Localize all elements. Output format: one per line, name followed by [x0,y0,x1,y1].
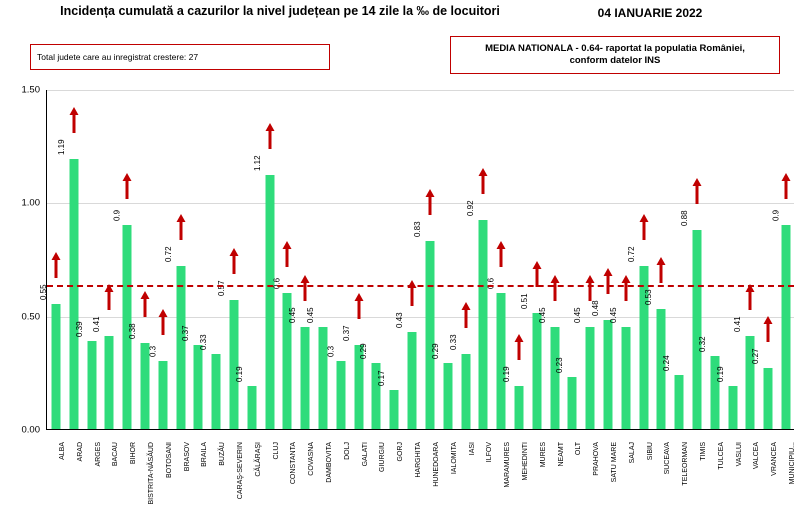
x-axis-tick-label: BRAILA [201,442,209,467]
bar-slot [680,89,706,429]
bar[interactable] [728,386,737,429]
x-axis-tick-label: VALCEA [753,442,761,470]
bar-value-label: 1.12 [252,155,262,172]
bar-value-label: 0.6 [272,277,282,289]
bar[interactable] [568,377,577,429]
x-axis-tick-label: BOTOSANI [165,442,173,479]
bar[interactable] [764,368,773,429]
bar-slot [591,89,617,429]
plot-region [39,90,797,505]
bar-value-label: 0.19 [234,366,244,382]
increase-arrow-icon [532,261,541,287]
bar-value-label: 0.19 [715,366,725,382]
bar[interactable] [176,266,185,429]
bar-slot [751,89,777,429]
bar-value-label: 0.19 [502,366,512,382]
bar-slot [771,89,795,429]
x-axis-tick-label: MURES [539,442,547,468]
bar-slot [341,89,368,429]
bar-slot [573,89,599,429]
bar[interactable] [443,363,452,429]
bar-value-label: 0.43 [395,311,405,328]
bar-value-label: 0.6 [486,277,496,289]
x-axis-tick-label: MARAMURES [504,442,512,488]
x-axis-tick-label: SATU MARE [611,442,618,483]
bar-slot [626,89,653,429]
bar[interactable] [87,341,96,429]
increase-arrow-icon [693,178,702,204]
bar-value-label: 0.33 [448,334,458,351]
increase-arrow-icon [497,241,506,267]
increase-arrow-icon [425,189,434,215]
x-axis-tick-label: GORJ [397,442,405,462]
national-average-line [47,285,794,287]
bar[interactable] [693,230,702,429]
x-axis-tick-label: TIMIS [700,442,708,461]
bar-slot [112,89,136,429]
bar[interactable] [265,175,274,429]
bar-value-label: 0.37 [181,325,191,342]
bar-slot [395,89,421,429]
bar-slot [128,89,154,429]
bar-value-label: 0.38 [128,323,138,339]
bar-value-label: 0.29 [359,343,369,360]
increase-arrow-icon [621,275,630,301]
x-axis-tick-label: ALBA [58,442,66,460]
bar[interactable] [621,327,630,429]
increase-arrow-icon [639,214,648,240]
increase-arrow-icon [176,214,185,240]
increase-arrow-icon [51,252,60,278]
bar-value-label: 0.33 [199,334,209,351]
bar[interactable] [158,361,167,429]
report-date: 04 IANUARIE 2022 [597,6,703,20]
x-axis-tick-label: BISTRITA-NĂSĂUD [147,442,155,505]
increase-arrow-icon [265,123,274,149]
increase-arrow-icon [603,268,612,294]
bar-slot [252,89,279,429]
increase-arrow-icon [550,275,559,301]
bar-value-label: 0.45 [573,307,583,323]
x-axis-tick-label: MUNICIPIU... [789,442,797,485]
x-axis-tick-label: MEHEDINTI [521,442,529,481]
bar-value-label: 0.72 [163,246,173,262]
y-axis-tick-label: 1.50 [21,84,40,96]
bar-slot [288,89,314,429]
x-axis-tick-label: BACAU [112,442,120,467]
bar-value-label: 0.53 [644,289,654,305]
bar-value-label: 0.27 [751,348,761,364]
x-axis-tick-label: CLUJ [272,442,280,460]
x-axis-tick-label: IASI [468,442,476,456]
x-axis-tick-label: OLT [575,442,583,456]
bar-value-label: 0.72 [626,246,636,262]
bar-value-label: 0.3 [326,345,336,357]
x-axis-tick-label: BRASOV [183,442,191,472]
bar-slot [272,89,297,429]
bar-slot [715,89,742,429]
x-axis-tick-label: COVASNA [308,442,316,476]
bar-slot [644,89,671,429]
bar[interactable] [390,390,399,429]
bar-slot [733,89,760,429]
bar-value-label: 0.88 [680,209,690,226]
increase-arrow-icon [461,302,470,328]
bar[interactable] [425,241,434,429]
x-axis-tick-label: GIURGIU [379,442,387,472]
bar[interactable] [51,304,60,429]
increase-arrow-icon [354,293,363,319]
x-axis-tick-label: ARGES [94,442,102,467]
bar[interactable] [461,354,470,429]
bar[interactable] [319,327,328,429]
x-axis-tick-label: BIHOR [130,442,138,465]
bar-slot [555,89,581,429]
bar-value-label: 0.57 [217,280,227,296]
page-title: Incidența cumulată a cazurilor la nivel județean pe 14 zile la ‰ de locuitori [60,4,500,18]
bar-slot [377,89,403,429]
national-average-line2: conform datelor INS [569,55,661,66]
increase-arrow-icon [229,248,238,274]
bar-slot [306,89,332,429]
x-axis-tick-label: BUZĂU [219,442,227,466]
x-axis-tick-label: SUCEAVA [664,442,672,475]
bar-slot [502,89,528,429]
increase-arrow-icon [408,280,417,306]
increase-arrow-icon [514,334,523,360]
increase-arrow-icon [301,275,310,301]
bar-value-label: 0.9 [771,209,781,221]
x-axis-tick-label: TELEORMAN [682,442,690,486]
bar-value-label: 0.92 [466,200,476,217]
bar[interactable] [194,345,203,429]
bar-value-label: 1.19 [56,139,66,156]
bar-slot [56,89,83,429]
bar-slot [92,89,118,429]
bar[interactable] [514,386,523,429]
bar-slot [163,89,190,429]
bar[interactable] [603,320,612,429]
bar-slot [519,89,546,429]
bar-value-label: 0.3 [148,345,158,357]
growth-count-box [30,44,330,70]
increase-arrow-icon [479,168,488,194]
bar-value-label: 0.39 [74,321,84,337]
chart-area [0,82,800,505]
x-axis-tick-label: SALAJ [628,442,636,464]
increase-arrow-icon [746,284,755,310]
bar-value-label: 0.9 [112,209,122,221]
x-axis-tick-label: VRANCEA [771,442,779,476]
bar[interactable] [212,354,221,429]
bar-slot [74,89,101,429]
national-average-box [450,36,780,74]
increase-arrow-icon [140,291,149,317]
bar-slot [448,89,475,429]
x-axis-tick-label: ARAD [76,442,84,462]
bar[interactable] [497,293,506,429]
x-axis-tick-label: CĂLĂRAŞI [254,442,262,477]
bar-value-label: 0.45 [537,307,547,323]
increase-arrow-icon [158,309,167,335]
bar[interactable] [336,361,345,429]
x-axis-tick-label: DOLJ [343,442,351,460]
increase-arrow-icon [657,257,666,283]
bar[interactable] [550,327,559,429]
x-axis-tick-label: VASLUI [735,442,743,467]
bar-slot [662,89,688,429]
increase-arrow-icon [764,316,773,342]
bar-slot [234,89,261,429]
bar[interactable] [408,332,417,429]
bar-slot [326,89,350,429]
x-axis-tick-label: DAMBOVITA [326,442,334,483]
x-axis-tick-label: TULCEA [717,442,725,470]
bar-value-label: 0.41 [92,316,102,333]
bar-value-label: 0.24 [662,355,672,371]
bar-value-label: 0.41 [733,316,743,333]
x-axis-tick-label: GALATI [361,442,369,467]
x-axis-tick-label: NEAMT [557,442,565,467]
bar[interactable] [782,225,791,429]
national-average-line1: MEDIA NATIONALA - 0.64- raportat la populatia României, [485,43,745,55]
bar-slot [466,89,492,429]
bar-slot [537,89,564,429]
x-axis-tick-label: ILFOV [486,442,494,463]
bar-value-label: 0.23 [555,357,565,373]
bar-slot [430,89,457,429]
bar-slot [181,89,207,429]
x-axis-tick-label: IALOMITA [450,442,458,475]
bar[interactable] [105,336,114,429]
bar-value-label: 0.83 [413,221,423,237]
y-axis-tick-label: 0.00 [21,424,40,436]
x-axis-tick-label: CARAŞ-SEVERIN [237,442,244,500]
increase-arrow-icon [283,241,292,267]
bar[interactable] [69,159,78,429]
increase-arrow-icon [69,107,78,133]
bar[interactable] [532,313,541,429]
bar-value-label: 0.45 [288,307,298,323]
bar-value-label: 0.48 [591,300,601,317]
bar[interactable] [301,327,310,429]
bar-value-label: 0.55 [39,284,49,301]
x-axis-tick-label: PRAHOVA [593,442,601,476]
bar-value-label: 0.51 [519,293,529,310]
bar-value-label: 0.37 [341,325,351,342]
increase-arrow-icon [586,275,595,301]
x-axis-tick-label: SIBIU [646,442,654,461]
increase-arrow-icon [782,173,791,199]
bar[interactable] [586,327,595,429]
bar-value-label: 0.45 [608,307,618,323]
x-axis-tick-label: HUNEDOARA [432,442,440,487]
bar[interactable] [247,386,256,429]
increase-arrow-icon [123,173,132,199]
bar-value-label: 0.45 [306,307,316,323]
bar-slot [413,89,439,429]
bar-slot [199,89,225,429]
bar-value-label: 0.29 [430,343,440,360]
x-axis-tick-label: CONSTANTA [290,442,298,485]
y-axis-tick-label: 0.50 [21,311,40,323]
x-axis-tick-label: HARGHITA [415,442,423,478]
increase-arrow-icon [105,284,114,310]
y-axis-tick-label: 1.00 [21,197,40,209]
bar[interactable] [479,220,488,429]
bar-value-label: 0.17 [377,370,387,387]
bar[interactable] [675,375,684,429]
growth-count-text: Total judete care au inregistrat crestere: 27 [37,52,199,62]
bar[interactable] [229,300,238,429]
bar-value-label: 0.32 [698,336,708,353]
